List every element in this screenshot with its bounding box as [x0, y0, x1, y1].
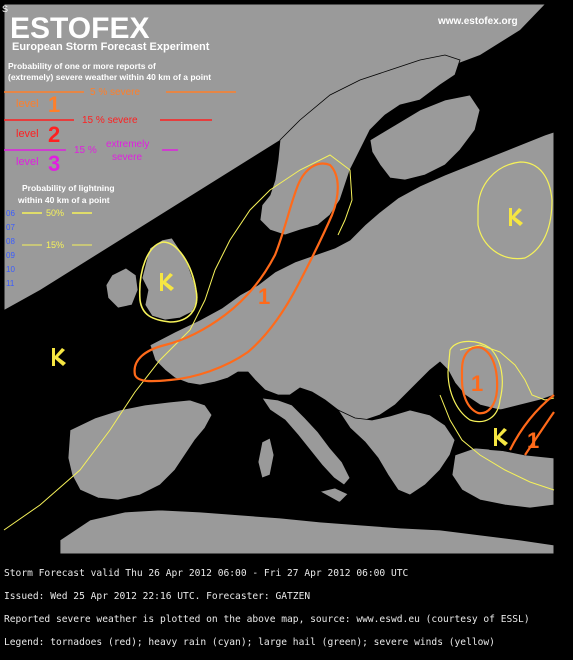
level2-number: 2 — [48, 122, 61, 147]
lightning-hour-11: 11 — [6, 279, 15, 288]
forecast-footer — [4, 557, 570, 660]
level1-label-balkans: 1 — [471, 371, 484, 396]
lightning-hour-07: 07 — [6, 223, 15, 232]
level1-label-southeast: 1 — [527, 428, 540, 453]
lightning-hour-09: 09 — [6, 251, 15, 260]
header-title: ESTOFEX — [10, 12, 150, 45]
lightning-title-line1: Probability of lightning — [22, 183, 115, 193]
footer-source-line: Reported severe weather is plotted on the above map, source: www.eswd.eu (courtesy of ESSL) — [4, 614, 530, 626]
level3-word: level — [16, 156, 39, 168]
lightning-title-line2: within 40 km of a point — [18, 195, 110, 205]
level2-label: 15 % severe — [82, 115, 138, 126]
level3-label-line2: severe — [112, 152, 143, 163]
level3-number: 3 — [48, 151, 61, 176]
footer-issued-line: Issued: Wed 25 Apr 2012 22:16 UTC. Forecaster: GATZEN — [4, 591, 311, 603]
level1-word: level — [16, 98, 39, 110]
footer-legend-line: Legend: tornadoes (red); heavy rain (cyan); large hail (green); severe winds (yellow) — [4, 636, 495, 648]
header-superscript: S — [2, 4, 9, 14]
header-subtitle: European Storm Forecast Experiment — [12, 41, 210, 53]
header-url: www.estofex.org — [438, 16, 518, 27]
lightning-hour-06: 06 — [6, 209, 15, 218]
level2-word: level — [16, 128, 39, 140]
lightning-hour-10: 10 — [6, 265, 15, 274]
prob-title-line2: (extremely) severe weather within 40 km of a point — [8, 72, 212, 82]
level3-pct: 15 % — [74, 145, 97, 156]
level3-label-line1: extremely — [106, 139, 150, 150]
prob-title-line1: Probability of one or more reports of — [8, 61, 156, 71]
level1-number: 1 — [48, 92, 61, 117]
footer-valid-line: Storm Forecast valid Thu 26 Apr 2012 06:00 - Fri 27 Apr 2012 06:00 UTC — [4, 568, 409, 580]
lightning-15-label: 15% — [46, 240, 65, 250]
level1-label: 5 % severe — [90, 87, 141, 98]
level1-label-west: 1 — [258, 284, 271, 309]
lightning-hour-08: 08 — [6, 237, 15, 246]
lightning-50-label: 50% — [46, 208, 65, 218]
map-area — [4, 4, 554, 554]
